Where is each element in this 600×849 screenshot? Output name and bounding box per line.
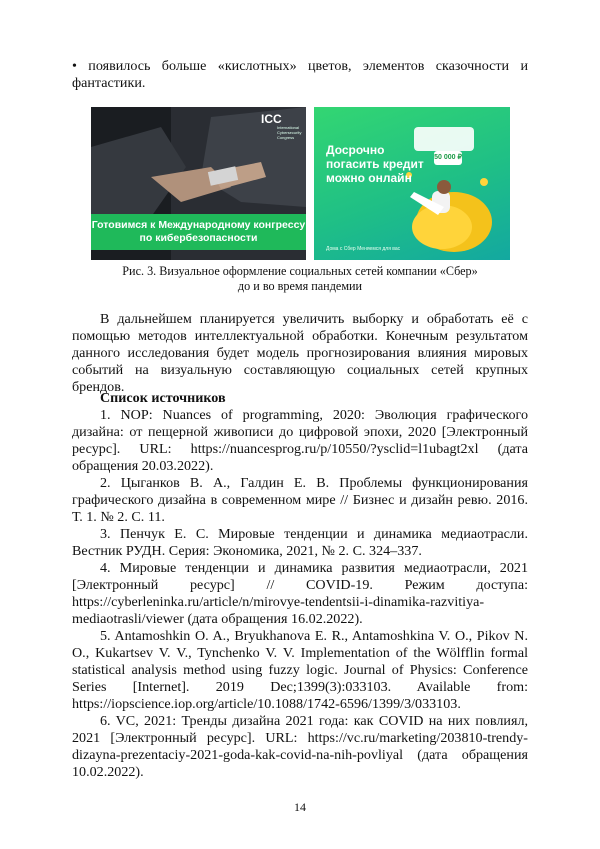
reference-item: 6. VC, 2021: Тренды дизайна 2021 года: как COVID на них повлиял, 2021 [Электронный ресурс]. URL: https://vc.ru/marketing/203810-trendy-dizayna-prezentaciy-2021-goda-kak-covid-na-nih-povliyal (дата обращения 10.02.2022).	[72, 713, 528, 780]
references-title: Список источников	[100, 390, 226, 406]
page-number: 14	[294, 800, 306, 814]
figure2-footer: Дома с Сбер Меняемся для вас	[326, 246, 401, 252]
amount-badge: 50 000 ₽	[434, 151, 462, 165]
figure2-title-line1: Досрочно	[326, 143, 385, 157]
figure-caption	[72, 264, 528, 294]
reference-item: 2. Цыганков В. А., Галдин Е. В. Проблемы функционирования графического дизайна в современном мире // Бизнес и дизайн ревю. 2016. Т. 1. № 2. С. 11.	[72, 475, 528, 525]
reference-item: 4. Мировые тенденции и динамика развития медиаотрасли, 2021 [Электронный ресурс] // COVID-19. Режим доступа: https://cyberleninka.ru/article/n/mirovye-tendentsii-i-dinamika-razvitiya-mediaotrasli/viewer (дата обращения 16.02.2022).	[72, 560, 528, 627]
conclusion-paragraph: В дальнейшем планируется увеличить выборку и обработать её с помощью методов интеллектуальной обработки. Конечным результатом данного исследования будет модель прогнозирования влияния мировых событий на визуальную составляющую социальных сетей крупных брендов.	[72, 311, 528, 395]
icc-logo: ICC	[261, 112, 282, 126]
reference-item: 5. Antamoshkin O. A., Bryukhanova E. R., Antamoshkina V. O., Pikov N. O., Kukartsev V. V., Tynchenko V. V. Implementation of the Wölfflin formal statistical analysis method using fuzzy logic. Journal of Physics: Conference Series [Internet]. 2019 Dec;1399(3):033103. Available from: https://iopscience.iop.org/article/10.1088/1742-6596/1399/3/033103.	[72, 628, 528, 712]
caption-line-2: до и во время пандемии	[237, 279, 363, 293]
icc-logo-subtitle: International Cybersecurity Congress	[277, 125, 302, 140]
figure-group	[91, 107, 510, 260]
figure2-title-line3: можно онлайн	[326, 171, 412, 185]
reference-item: 3. Пенчук Е. С. Мировые тенденции и динамика медиаотрасли. Вестник РУДН. Серия: Экономика, 2021, № 2. С. 324–337.	[72, 526, 528, 559]
reference-item: 1. NOP: Nuances of programming, 2020: Эволюция графического дизайна: от пещерной живописи до цифровой эпохи, 2020 [Электронный ресурс]. URL: https://nuancesprog.ru/p/10550/?ysclid=l1ubagt2xl (дата обращения 20.03.2022).	[72, 407, 528, 474]
figure2-title-line2: погасить кредит	[326, 157, 424, 171]
bullet-paragraph: • появилось больше «кислотных» цветов, элементов сказочности и фантастики.	[72, 58, 528, 91]
figure2-title	[326, 143, 424, 185]
figure-during-pandemic	[314, 107, 510, 260]
references-list	[72, 407, 528, 781]
figure1-banner: Готовимся к Международному конгрессу по кибербезопасности	[91, 214, 306, 250]
figure-before-pandemic	[91, 107, 306, 260]
caption-line-1: Рис. 3. Визуальное оформление социальных сетей компании «Сбер»	[122, 264, 478, 278]
